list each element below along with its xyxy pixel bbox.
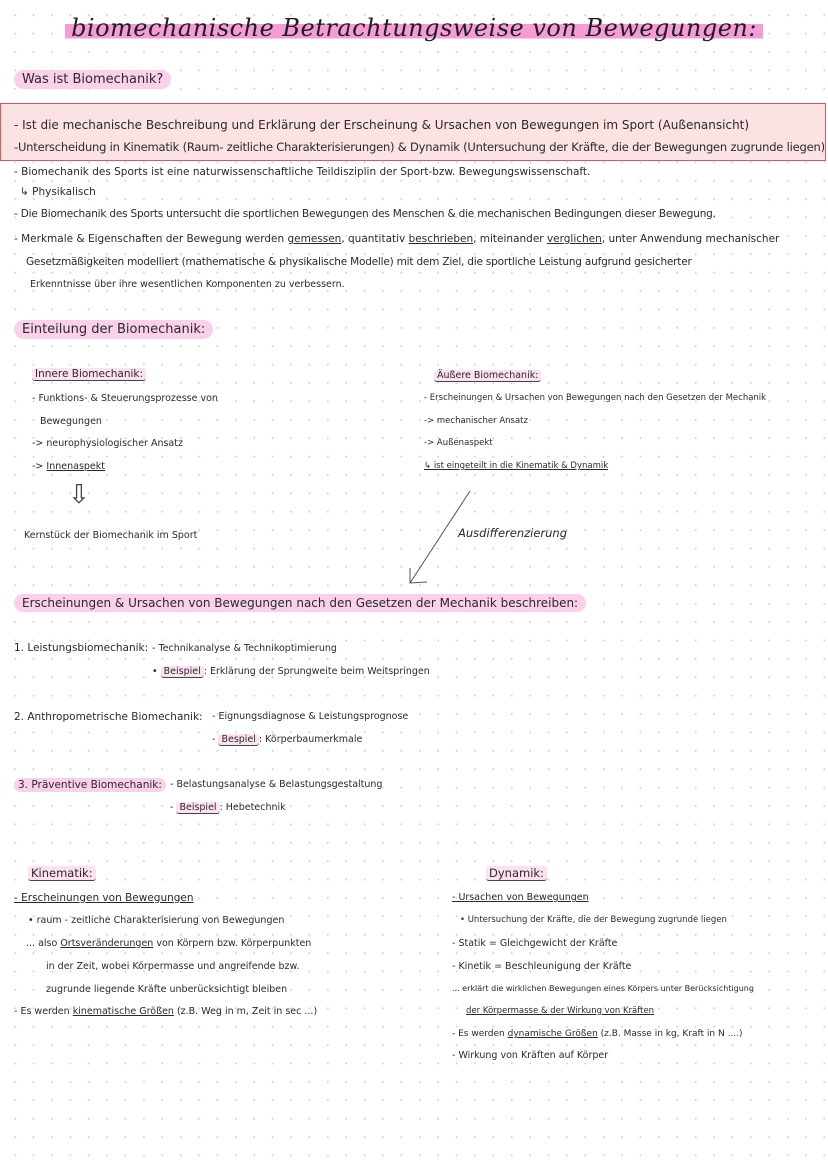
- box-line-1: - Ist die mechanische Beschreibung und Erklärung der Erscheinung & Ursachen von Bewegungen im Sport (Außenansicht): [14, 118, 750, 132]
- kinematik-line: zugrunde liegende Kräfte unberücksichtigt bleiben: [46, 984, 288, 995]
- text-line: - Die Biomechanik des Sports untersucht die sportlichen Bewegungen des Menschen & die mechanischen Bedingungen dieser Bewegung.: [14, 208, 716, 220]
- dynamik-line: - Es werden dynamische Größen (z.B. Masse in kg, Kraft in N ....): [452, 1029, 743, 1039]
- item-3-name: 3. Präventive Biomechanik:: [14, 778, 166, 792]
- ausdifferenzierung-label: Ausdifferenzierung: [458, 526, 568, 540]
- dynamik-line: • Untersuchung der Kräfte, die der Bewegung zugrunde liegen: [460, 915, 727, 925]
- inner-line: -> Innenaspekt: [32, 461, 106, 472]
- inner-line: Bewegungen: [40, 416, 102, 427]
- text-line: - Merkmale & Eigenschaften der Bewegung werden gemessen, quantitativ beschrieben, miteinander verglichen, unter Anwendung mechanischer: [14, 233, 780, 245]
- kinematik-line: ... also Ortsveränderungen von Körpern bzw. Körperpunkten: [26, 938, 312, 949]
- dynamik-line: - Ursachen von Bewegungen: [452, 892, 589, 903]
- text-line: Gesetzmäßigkeiten modelliert (mathematische & physikalische Modelle) mit dem Ziel, die sportliche Leistung aufgrund gesicherter: [26, 256, 692, 268]
- dynamik-line: - Statik = Gleichgewicht der Kräfte: [452, 938, 618, 949]
- section-heading-einteilung: Einteilung der Biomechanik:: [14, 320, 213, 339]
- kinematik-heading: Kinematik:: [28, 866, 96, 881]
- text-line: - Biomechanik des Sports ist eine naturwissenschaftliche Teildisziplin der Sport-bzw. Bewegungswissenschaft.: [14, 166, 591, 178]
- page-title: biomechanische Betrachtungsweise von Bewegungen:: [0, 14, 828, 42]
- item-1-name: 1. Leistungsbiomechanik:: [14, 642, 149, 654]
- box-line-2: -Unterscheidung in Kinematik (Raum- zeitliche Charakterisierungen) & Dynamik (Untersuchung der Kräfte, die der Bewegungen zugrunde liegen): [14, 140, 825, 154]
- inner-line: - Funktions- & Steuerungsprozesse von: [32, 393, 218, 404]
- dynamik-line: - Wirkung von Kräften auf Körper: [452, 1050, 609, 1061]
- item-3-desc: - Belastungsanalyse & Belastungsgestaltung: [170, 779, 383, 790]
- outer-line: -> mechanischer Ansatz: [424, 416, 528, 426]
- outer-line: -> Außenaspekt: [424, 438, 493, 448]
- outer-line: - Erscheinungen & Ursachen von Bewegungen nach den Gesetzen der Mechanik: [424, 393, 767, 403]
- item-1-example: • Beispiel : Erklärung der Sprungweite beim Weitspringen: [152, 666, 430, 677]
- section-heading-was-ist: Was ist Biomechanik?: [14, 70, 171, 89]
- item-3-example: - Beispiel : Hebetechnik: [170, 802, 286, 813]
- inner-line: -> neurophysiologischer Ansatz: [32, 438, 183, 449]
- dynamik-line: der Körpermasse & der Wirkung von Kräften: [466, 1006, 655, 1016]
- kinematik-line: in der Zeit, wobei Körpermasse und angreifende bzw.: [46, 961, 300, 972]
- item-2-name: 2. Anthropometrische Biomechanik:: [14, 711, 203, 723]
- text-line: ↳ Physikalisch: [20, 186, 96, 198]
- item-2-example: - Bespiel : Körperbaumerkmale: [212, 734, 363, 745]
- text-line: Erkenntnisse über ihre wesentlichen Komponenten zu verbessern.: [30, 279, 345, 290]
- kinematik-line: - Erscheinungen von Bewegungen: [14, 892, 194, 904]
- section-heading-erscheinungen: Erscheinungen & Ursachen von Bewegungen nach den Gesetzen der Mechanik beschreiben:: [14, 594, 586, 612]
- item-2-desc: - Eignungsdiagnose & Leistungsprognose: [212, 711, 409, 722]
- kinematik-line: • raum - zeitliche Charakterisierung von Bewegungen: [28, 915, 285, 926]
- outer-line: ↳ ist eingeteilt in die Kinematik & Dynamik: [424, 461, 609, 471]
- item-1-desc: - Technikanalyse & Technikoptimierung: [152, 643, 337, 654]
- kinematik-line: - Es werden kinematische Größen (z.B. Weg in m, Zeit in sec ...): [14, 1006, 318, 1017]
- dynamik-line: - Kinetik = Beschleunigung der Kräfte: [452, 961, 632, 972]
- dynamik-heading: Dynamik:: [486, 866, 547, 881]
- outer-heading: Äußere Biomechanik:: [434, 370, 541, 382]
- down-arrow-icon: ⇩: [68, 480, 90, 510]
- inner-result: Kernstück der Biomechanik im Sport: [24, 530, 198, 541]
- dynamik-line: ... erklärt die wirklichen Bewegungen eines Körpers unter Berücksichtigung: [452, 984, 754, 993]
- inner-heading: Innere Biomechanik:: [32, 368, 146, 381]
